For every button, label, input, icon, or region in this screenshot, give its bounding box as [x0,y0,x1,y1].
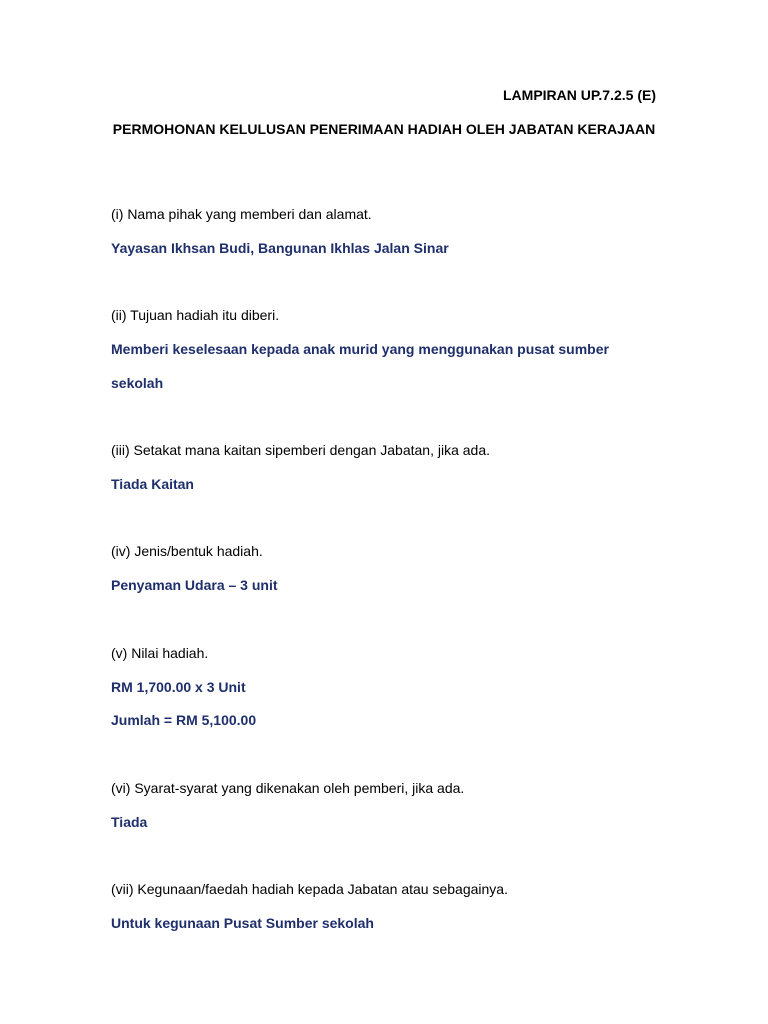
question-3: (iii) Setakat mana kaitan sipemberi dengan Jabatan, jika ada. [111,442,490,458]
answer-1: Yayasan Ikhsan Budi, Bangunan Ikhlas Jalan Sinar [111,240,449,256]
answer-2-line-1: Memberi keselesaan kepada anak murid yang menggunakan pusat sumber [111,341,609,357]
document-title: PERMOHONAN KELULUSAN PENERIMAAN HADIAH OLEH JABATAN KERAJAAN [112,121,656,137]
answer-5-line-1: RM 1,700.00 x 3 Unit [111,679,246,695]
answer-6: Tiada [111,814,148,830]
question-1: (i) Nama pihak yang memberi dan alamat. [111,206,372,222]
answer-2-line-2: sekolah [111,375,164,391]
question-4: (iv) Jenis/bentuk hadiah. [111,543,263,559]
question-2: (ii) Tujuan hadiah itu diberi. [111,307,280,323]
answer-5-line-2: Jumlah = RM 5,100.00 [111,712,257,728]
question-5: (v) Nilai hadiah. [111,645,209,661]
answer-7: Untuk kegunaan Pusat Sumber sekolah [111,915,374,931]
question-7: (vii) Kegunaan/faedah hadiah kepada Jabatan atau sebagainya. [111,881,508,897]
answer-3: Tiada Kaitan [111,476,194,492]
appendix-reference: LAMPIRAN UP.7.2.5 (E) [503,87,656,103]
answer-4: Penyaman Udara – 3 unit [111,577,278,593]
question-6: (vi) Syarat-syarat yang dikenakan oleh pemberi, jika ada. [111,780,465,796]
